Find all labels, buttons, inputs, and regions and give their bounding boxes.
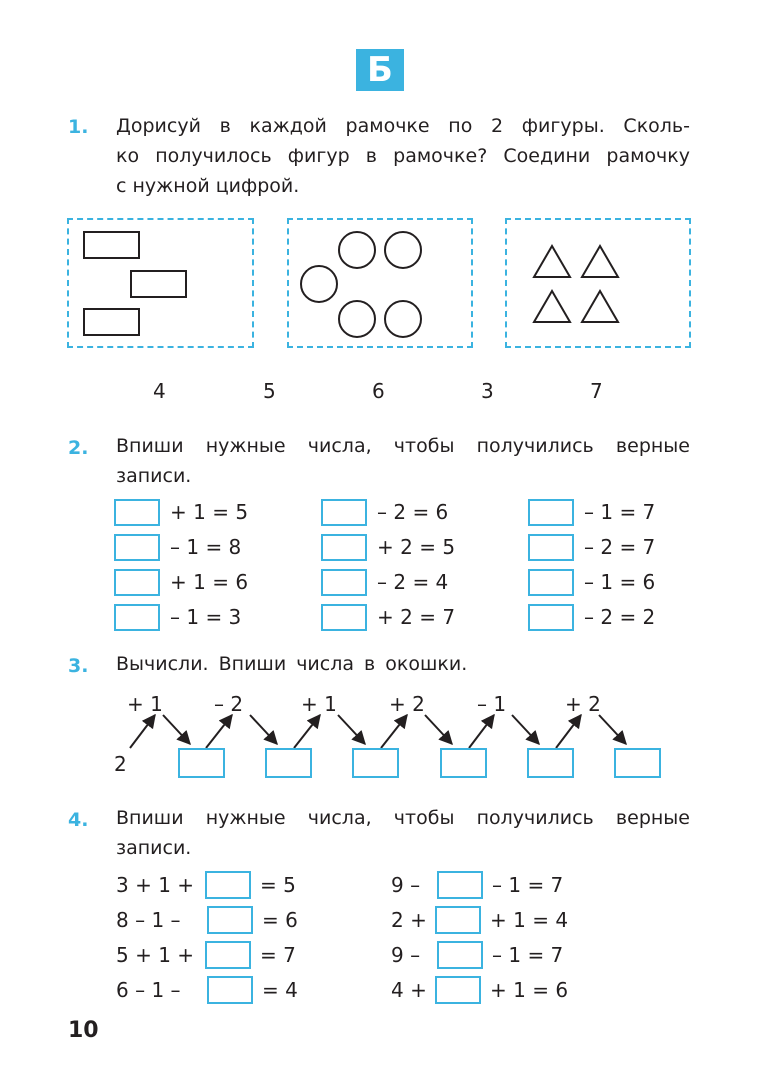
task2-line-1: Впиши нужные числа, чтобы получились верные [116,435,690,457]
answer-box[interactable] [205,941,251,969]
task1-number: 1. [68,116,89,138]
equation-text: + 2 = 5 [377,535,456,559]
task2-line-2: записи. [116,465,192,487]
arrow-down [599,715,626,744]
task4-number: 4. [68,809,89,831]
operation-label: + 2 [565,692,601,716]
equation-text: – 2 = 2 [584,605,656,629]
section-badge: Б [356,49,404,91]
chain-answer-box[interactable] [614,748,661,778]
arrow-up [206,715,232,748]
equation-before: 6 – 1 – [116,978,181,1002]
arrow-down [250,715,277,744]
equation-before: 9 – [391,943,421,967]
equation-before: 3 + 1 + [116,873,195,897]
operation-label: – 1 [477,692,507,716]
equation-after: – 1 = 7 [492,873,564,897]
equation-before: 8 – 1 – [116,908,181,932]
chain-answer-box[interactable] [265,748,312,778]
equation-text: – 1 = 8 [170,535,242,559]
equation-text: – 2 = 7 [584,535,656,559]
equation-text: – 2 = 6 [377,500,449,524]
equation-after: = 7 [260,943,296,967]
equation-text: – 2 = 4 [377,570,449,594]
equation-before: 5 + 1 + [116,943,195,967]
task3-text: Вычисли. Впиши числа в окошки. [116,653,468,675]
choice-number[interactable]: 3 [481,379,494,403]
equation-before: 4 + [391,978,427,1002]
chain-start-number: 2 [114,752,127,776]
equation-text: + 1 = 5 [170,500,249,524]
answer-box[interactable] [207,976,253,1004]
operation-label: + 2 [389,692,425,716]
answer-box[interactable] [435,976,481,1004]
equation-after: = 6 [262,908,298,932]
page-number: 10 [68,1018,99,1043]
chain-answer-box[interactable] [178,748,225,778]
arrow-up [294,715,320,748]
task1-line-2: ко получилось фигур в рамочке? Соедини рамочку [116,145,690,167]
task4-line-2: записи. [116,837,192,859]
answer-box[interactable] [435,906,481,934]
choice-number[interactable]: 4 [153,379,166,403]
operation-label: – 2 [214,692,244,716]
equation-text: + 1 = 6 [170,570,249,594]
arrow-up [381,715,407,748]
task1-line-1: Дорисуй в каждой рамочке по 2 фигуры. Сколь- [116,115,690,137]
equation-after: + 1 = 6 [490,978,569,1002]
chain-answer-box[interactable] [352,748,399,778]
equation-after: = 4 [262,978,298,1002]
arrow-down [338,715,365,744]
answer-box[interactable] [437,941,483,969]
equation-after: + 1 = 4 [490,908,569,932]
chain-answer-box[interactable] [440,748,487,778]
answer-box[interactable] [207,906,253,934]
choice-number[interactable]: 5 [263,379,276,403]
choice-number[interactable]: 7 [590,379,603,403]
chain-answer-box[interactable] [527,748,574,778]
equation-text: + 2 = 7 [377,605,456,629]
task1-line-3: с нужной цифрой. [116,175,300,197]
task3-number: 3. [68,655,89,677]
answer-box[interactable] [437,871,483,899]
arrow-up [130,715,155,748]
arrow-down [425,715,452,744]
equation-after: – 1 = 7 [492,943,564,967]
arrow-up [469,715,494,748]
equation-after: = 5 [260,873,296,897]
equation-before: 9 – [391,873,421,897]
task2-number: 2. [68,437,89,459]
arrow-down [163,715,190,744]
equation-text: – 1 = 6 [584,570,656,594]
choice-number[interactable]: 6 [372,379,385,403]
answer-box[interactable] [205,871,251,899]
arrow-down [512,715,539,744]
equation-text: – 1 = 7 [584,500,656,524]
task4-line-1: Впиши нужные числа, чтобы получились верные [116,807,690,829]
operation-label: + 1 [127,692,163,716]
equation-text: – 1 = 3 [170,605,242,629]
operation-label: + 1 [301,692,337,716]
equation-before: 2 + [391,908,427,932]
arrow-up [556,715,581,748]
